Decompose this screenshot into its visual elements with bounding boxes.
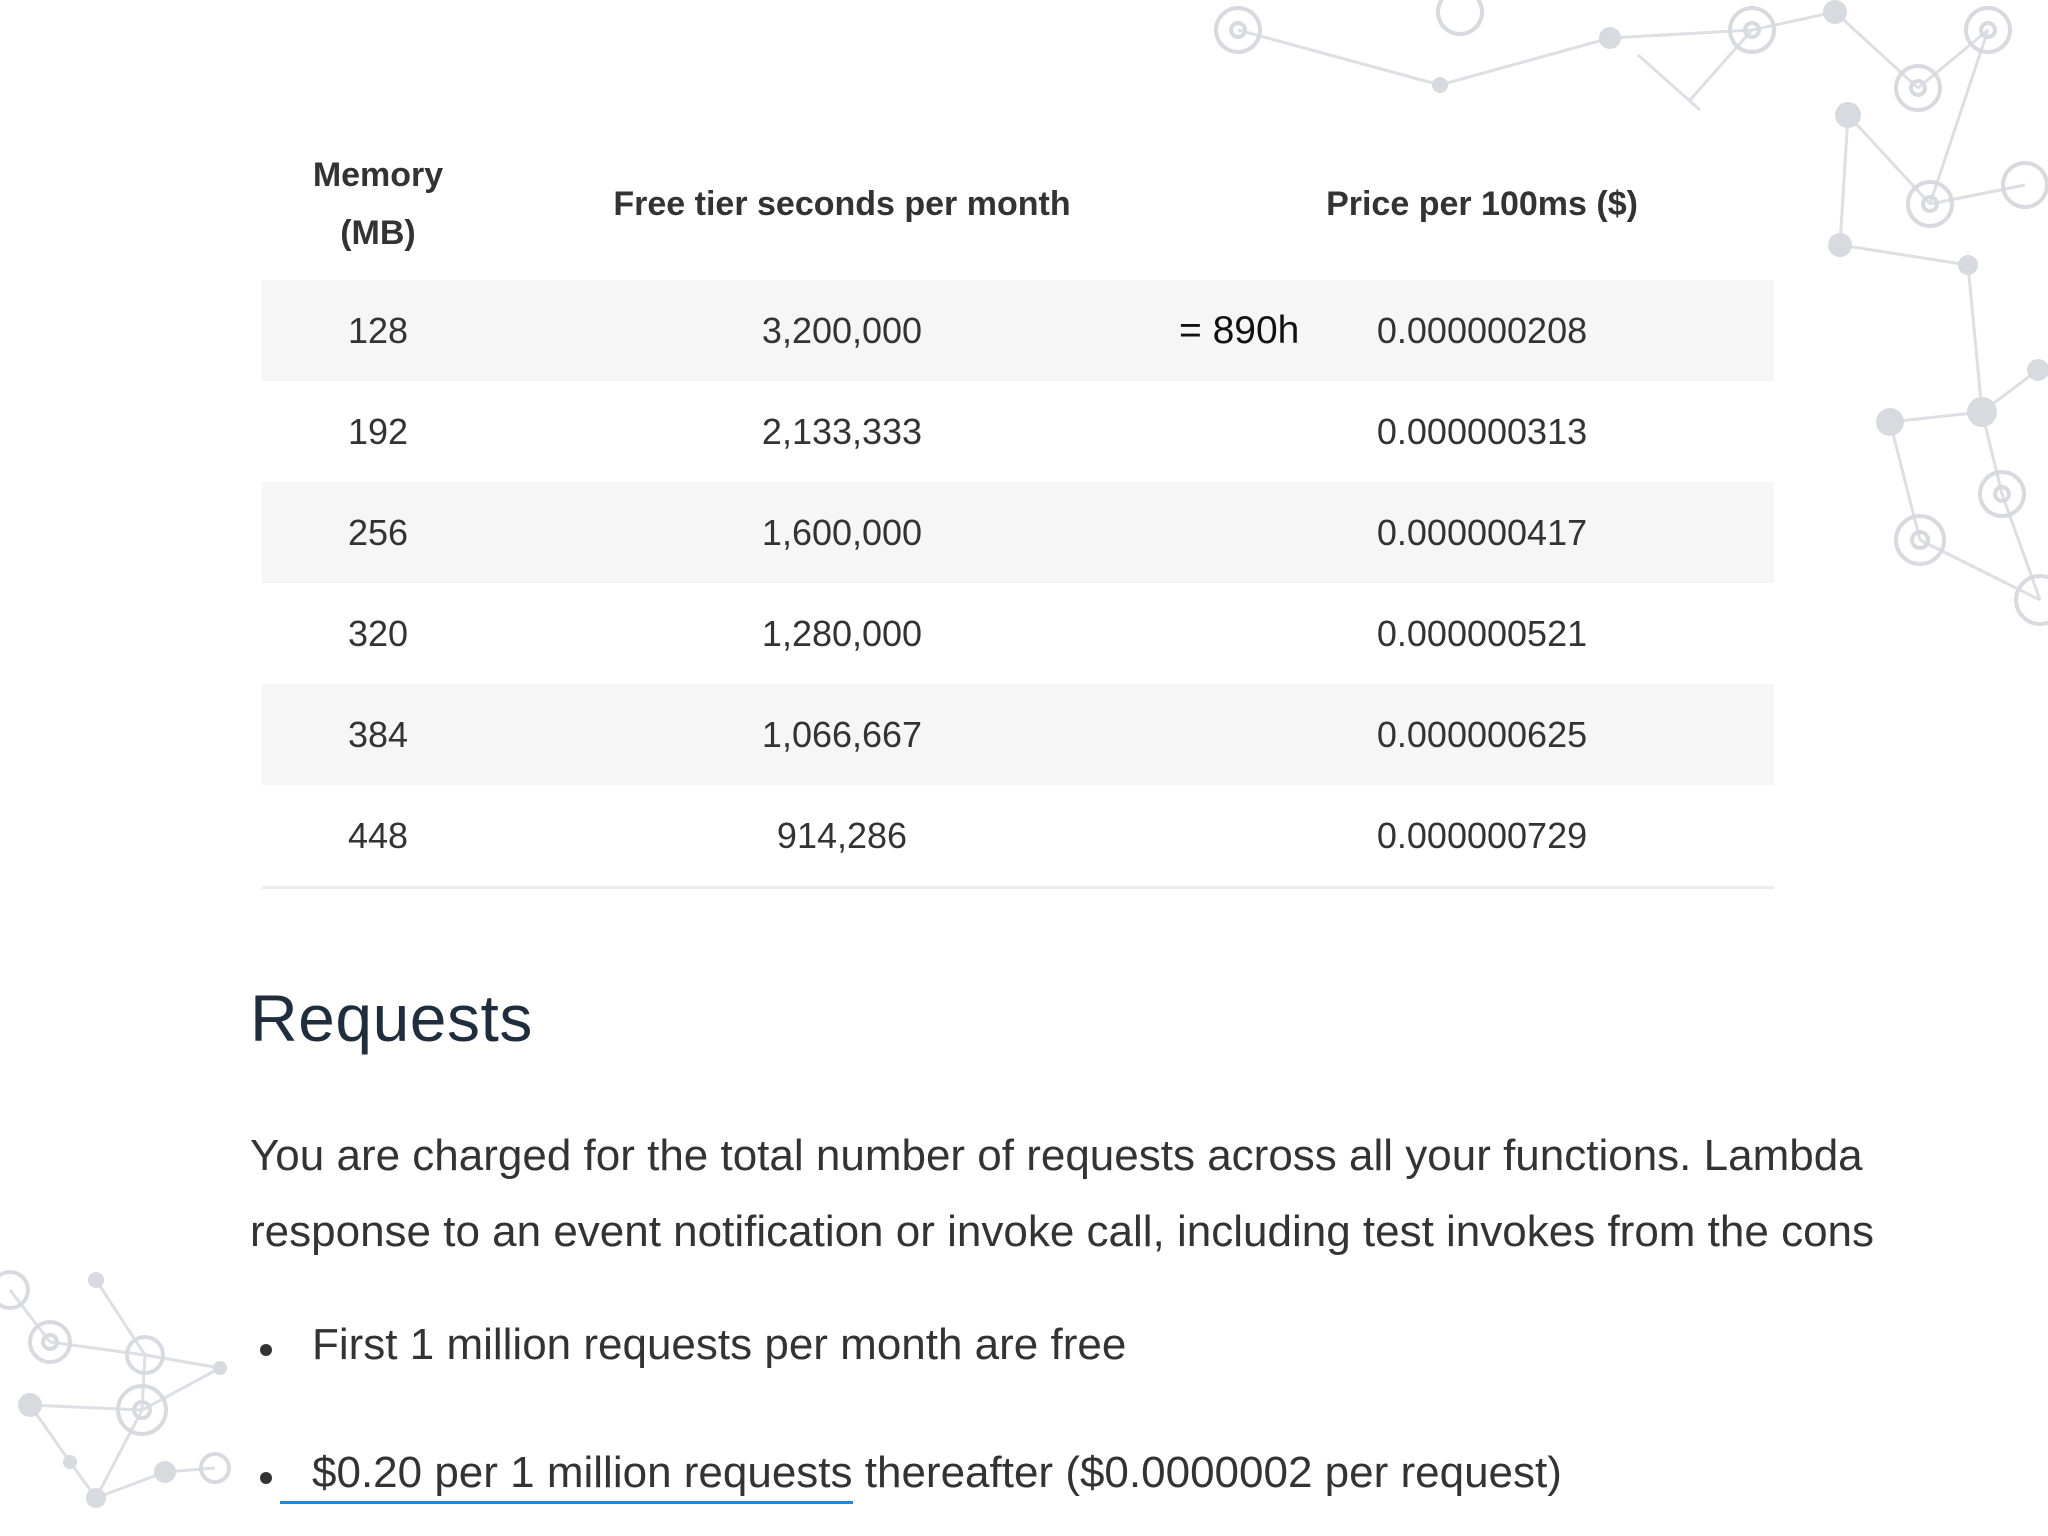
free-requests-text: First 1 million requests per month are free [312, 1320, 1127, 1369]
table-row [262, 785, 1774, 888]
requests-heading: Requests [250, 981, 533, 1055]
header-memory: Memory (MB) [312, 156, 444, 252]
bullet-icon [260, 1344, 272, 1356]
free-tier-value: 3,200,000 [761, 309, 923, 351]
table-row [262, 381, 1774, 482]
lambda-pricing-table [262, 128, 1774, 889]
table-row [262, 482, 1774, 583]
memory-cell: 320 [347, 612, 409, 654]
free-tier-cell: 914,286 [494, 785, 1190, 888]
request-price-text: thereafter ($0.0000002 per request) [852, 1448, 1562, 1497]
free-tier-cell [494, 280, 1300, 381]
list-item [250, 1320, 1562, 1380]
price-cell: 0.000000417 [1190, 482, 1774, 583]
table-row [262, 280, 1774, 381]
list-item [250, 1448, 1562, 1512]
requests-bullet-list [250, 1320, 1562, 1512]
memory-cell: 256 [262, 482, 494, 583]
price-cell: 0.000000313 [1376, 410, 1588, 452]
price-cell: 0.000000729 [1190, 785, 1774, 888]
hours-annotation: = 890h [1179, 308, 1300, 352]
paragraph-line-2: response to an event notification or invoke call, including test invokes from the cons [250, 1207, 1875, 1256]
paragraph-line-1: You are charged for the total number of requests across all your functions. Lambda [250, 1131, 1863, 1180]
free-tier-cell: 1,066,667 [494, 684, 1190, 785]
bullet-icon [260, 1472, 272, 1484]
requests-paragraph [250, 1118, 2040, 1270]
free-tier-cell: 2,133,333 [761, 410, 923, 452]
price-cell: 0.000000208 [1190, 280, 1774, 381]
table-header-row [262, 128, 1774, 280]
memory-cell: 192 [347, 410, 409, 452]
header-free-tier: Free tier seconds per month [613, 185, 1071, 223]
price-cell: 0.000000625 [1190, 684, 1774, 785]
header-price: Price per 100ms ($) [1326, 185, 1638, 223]
memory-cell: 128 [262, 280, 494, 381]
memory-cell: 384 [262, 684, 494, 785]
price-cell: 0.000000521 [1376, 612, 1588, 654]
table-row [262, 583, 1774, 684]
memory-cell: 448 [262, 785, 494, 888]
table-row [262, 684, 1774, 785]
request-price-link[interactable]: $0.20 per 1 million requests [280, 1448, 853, 1504]
free-tier-cell: 1,600,000 [494, 482, 1190, 583]
free-tier-cell: 1,280,000 [761, 612, 923, 654]
